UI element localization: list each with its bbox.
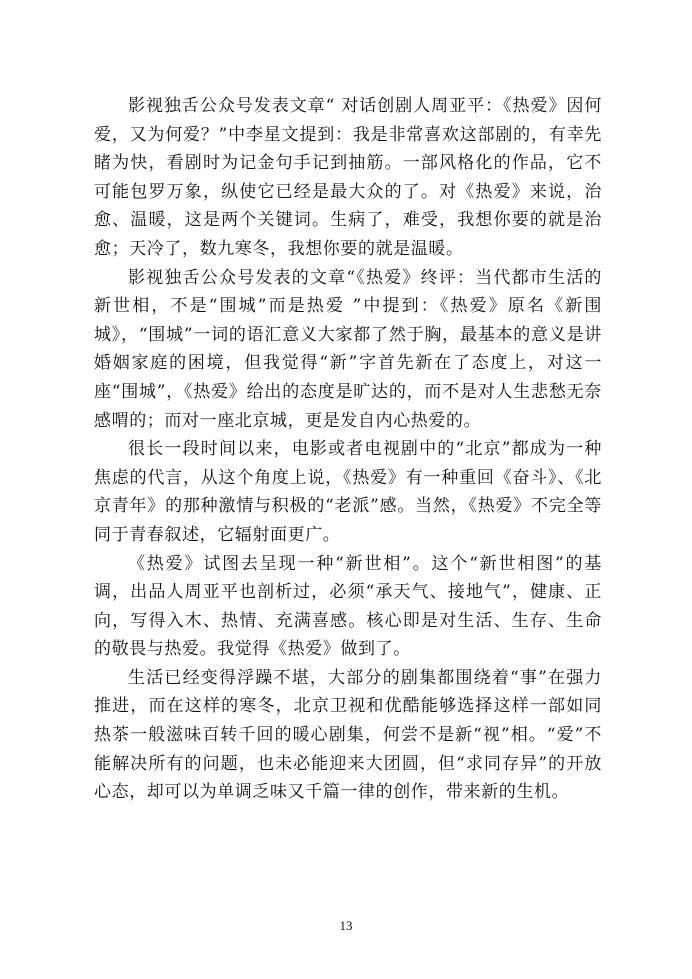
- body-text: [94, 92, 602, 807]
- page-number: 13: [339, 918, 353, 933]
- paragraph-3: 很长一段时间以来，电影或者电视剧中的“北京”都成为一种焦虑的代言，从这个角度上说，《热爱》有一种重回《奋斗》、《北京青年》的那种激情与积极的“老派”感。当然，《热爱》不完全等同于青春叙述，它辐射面更广。: [94, 439, 602, 545]
- paragraph-5: 生活已经变得浮躁不堪，大部分的剧集都围绕着“事”在强力推进，而在这样的寒冬，北京卫视和优酷能够选择这样一部如同热茶一般滋味百转千回的暖心剧集，何尝不是新“视”相。“爱”不能解决所有的问题，也未必能迎来大团圆，但“求同存异”的开放心态，却可以为单调乏味又千篇一律的创作，带来新的生机。: [94, 667, 602, 803]
- paragraph-2: 影视独舌公众号发表的文章“《热爱》终评：当代都市生活的新世相，不是“围城”而是热爱 ”中提到：《热爱》原名《新围城》，“围城”一词的语汇意义大家都了然于胸，最基本的意义是讲婚姻家庭的困境，但我觉得“新”字首先新在了态度上，对这一座“围城”，《热爱》给出的态度是旷达的，而不是对人生悲愁无奈感喟的；而对一座北京城，更是发自内心热爱的。: [94, 267, 602, 431]
- paragraph-4: 《热爱》试图去呈现一种“新世相”。这个“新世相图”的基调，出品人周亚平也剖析过，必须“承天气、接地气”，健康、正向，写得入木、热情、充满喜感。核心即是对生活、生存、生命的敬畏与热爱。我觉得《热爱》做到了。: [94, 553, 602, 660]
- paragraph-1: 影视独舌公众号发表文章“ 对话创剧人周亚平：《热爱》因何爱，又为何爱？”中李星文提到：我是非常喜欢这部剧的，有幸先睹为快，看剧时为记金句手记到抽筋。一部风格化的作品，它不可能包罗万象，纵使它已经是最大众的了。对《热爱》来说，治愈、温暖，这是两个关键词。生病了，难受，我想你要的就是治愈；天冷了，数九寒冬，我想你要的就是温暖。: [94, 96, 602, 259]
